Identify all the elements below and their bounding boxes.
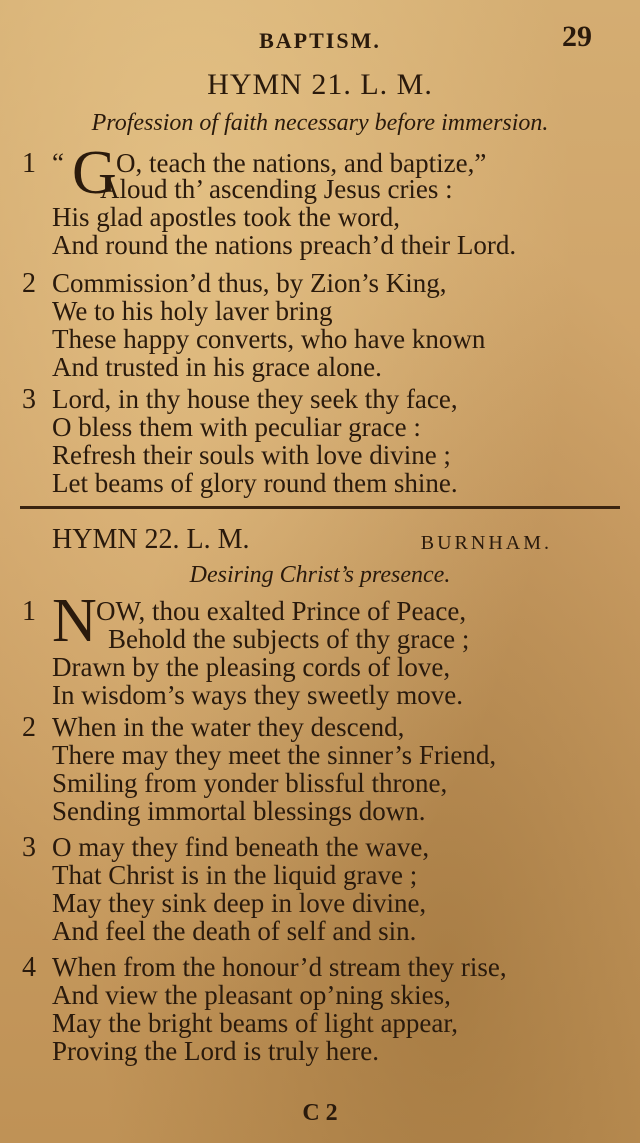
verse-line: Sending immortal blessings down. [52,796,426,826]
verse-number: 3 [22,832,36,863]
verse-line: And trusted in his grace alone. [52,352,382,382]
verse-line: When in the water they descend, [52,712,405,742]
verse-line: When from the honour’d stream they rise, [52,952,507,982]
verse-number: 1 [22,596,36,627]
verse-number: 2 [22,268,36,299]
verse-line: We to his holy laver bring [52,296,333,326]
verse-number: 1 [22,148,36,179]
verse-line: May they sink deep in love divine, [52,888,427,918]
dropcap: G [72,139,117,207]
verse-line: Aloud th’ ascending Jesus cries : [100,174,453,204]
verse-line: And round the nations preach’d their Lord. [52,230,517,260]
verse-line: There may they meet the sinner’s Friend, [52,740,497,770]
hymn-21-title: HYMN 21. L. M. [207,68,433,101]
verse-line: Let beams of glory round them shine. [52,468,458,498]
verse-number: 4 [22,952,36,983]
verse-line: In wisdom’s ways they sweetly move. [52,680,463,710]
running-head: BAPTISM. [259,28,381,53]
verse-line: OW, thou exalted Prince of Peace, [96,596,467,626]
verse-line: Behold the subjects of thy grace ; [108,624,470,654]
verse-line: And feel the death of self and sin. [52,916,417,946]
hymn-22-title: HYMN 22. L. M. [52,524,250,555]
verse-line: Commission’d thus, by Zion’s King, [52,268,447,298]
verse-line: O bless them with peculiar grace : [52,412,421,442]
dropcap: N [52,587,97,655]
verse-line: That Christ is in the liquid grave ; [52,860,418,890]
verse-line: O, teach the nations, and baptize,” [116,148,487,178]
verse-number: 2 [22,712,36,743]
verse-line: O may they find beneath the wave, [52,832,430,862]
verse-line: These happy converts, who have known [52,324,486,354]
hymn-22-subtitle: Desiring Christ’s presence. [189,562,451,588]
verse-line: Drawn by the pleasing cords of love, [52,652,451,682]
hymn-22-tune: BURNHAM. [420,532,552,554]
open-quote: “ [52,148,64,178]
verse-number: 3 [22,384,36,415]
verse-line: Lord, in thy house they seek thy face, [52,384,458,414]
verse-line: Proving the Lord is truly here. [52,1036,379,1066]
section-divider [20,506,620,509]
page-number: 29 [562,20,592,53]
verse-line: May the bright beams of light appear, [52,1008,459,1038]
hymn-21-subtitle: Profession of faith necessary before immersion. [91,110,549,136]
verse-line: Smiling from yonder blissful throne, [52,768,448,798]
verse-line: And view the pleasant op’ning skies, [52,980,451,1010]
verse-line: His glad apostles took the word, [52,202,400,232]
signature-mark: C 2 [302,1100,338,1126]
verse-line: Refresh their souls with love divine ; [52,440,451,470]
